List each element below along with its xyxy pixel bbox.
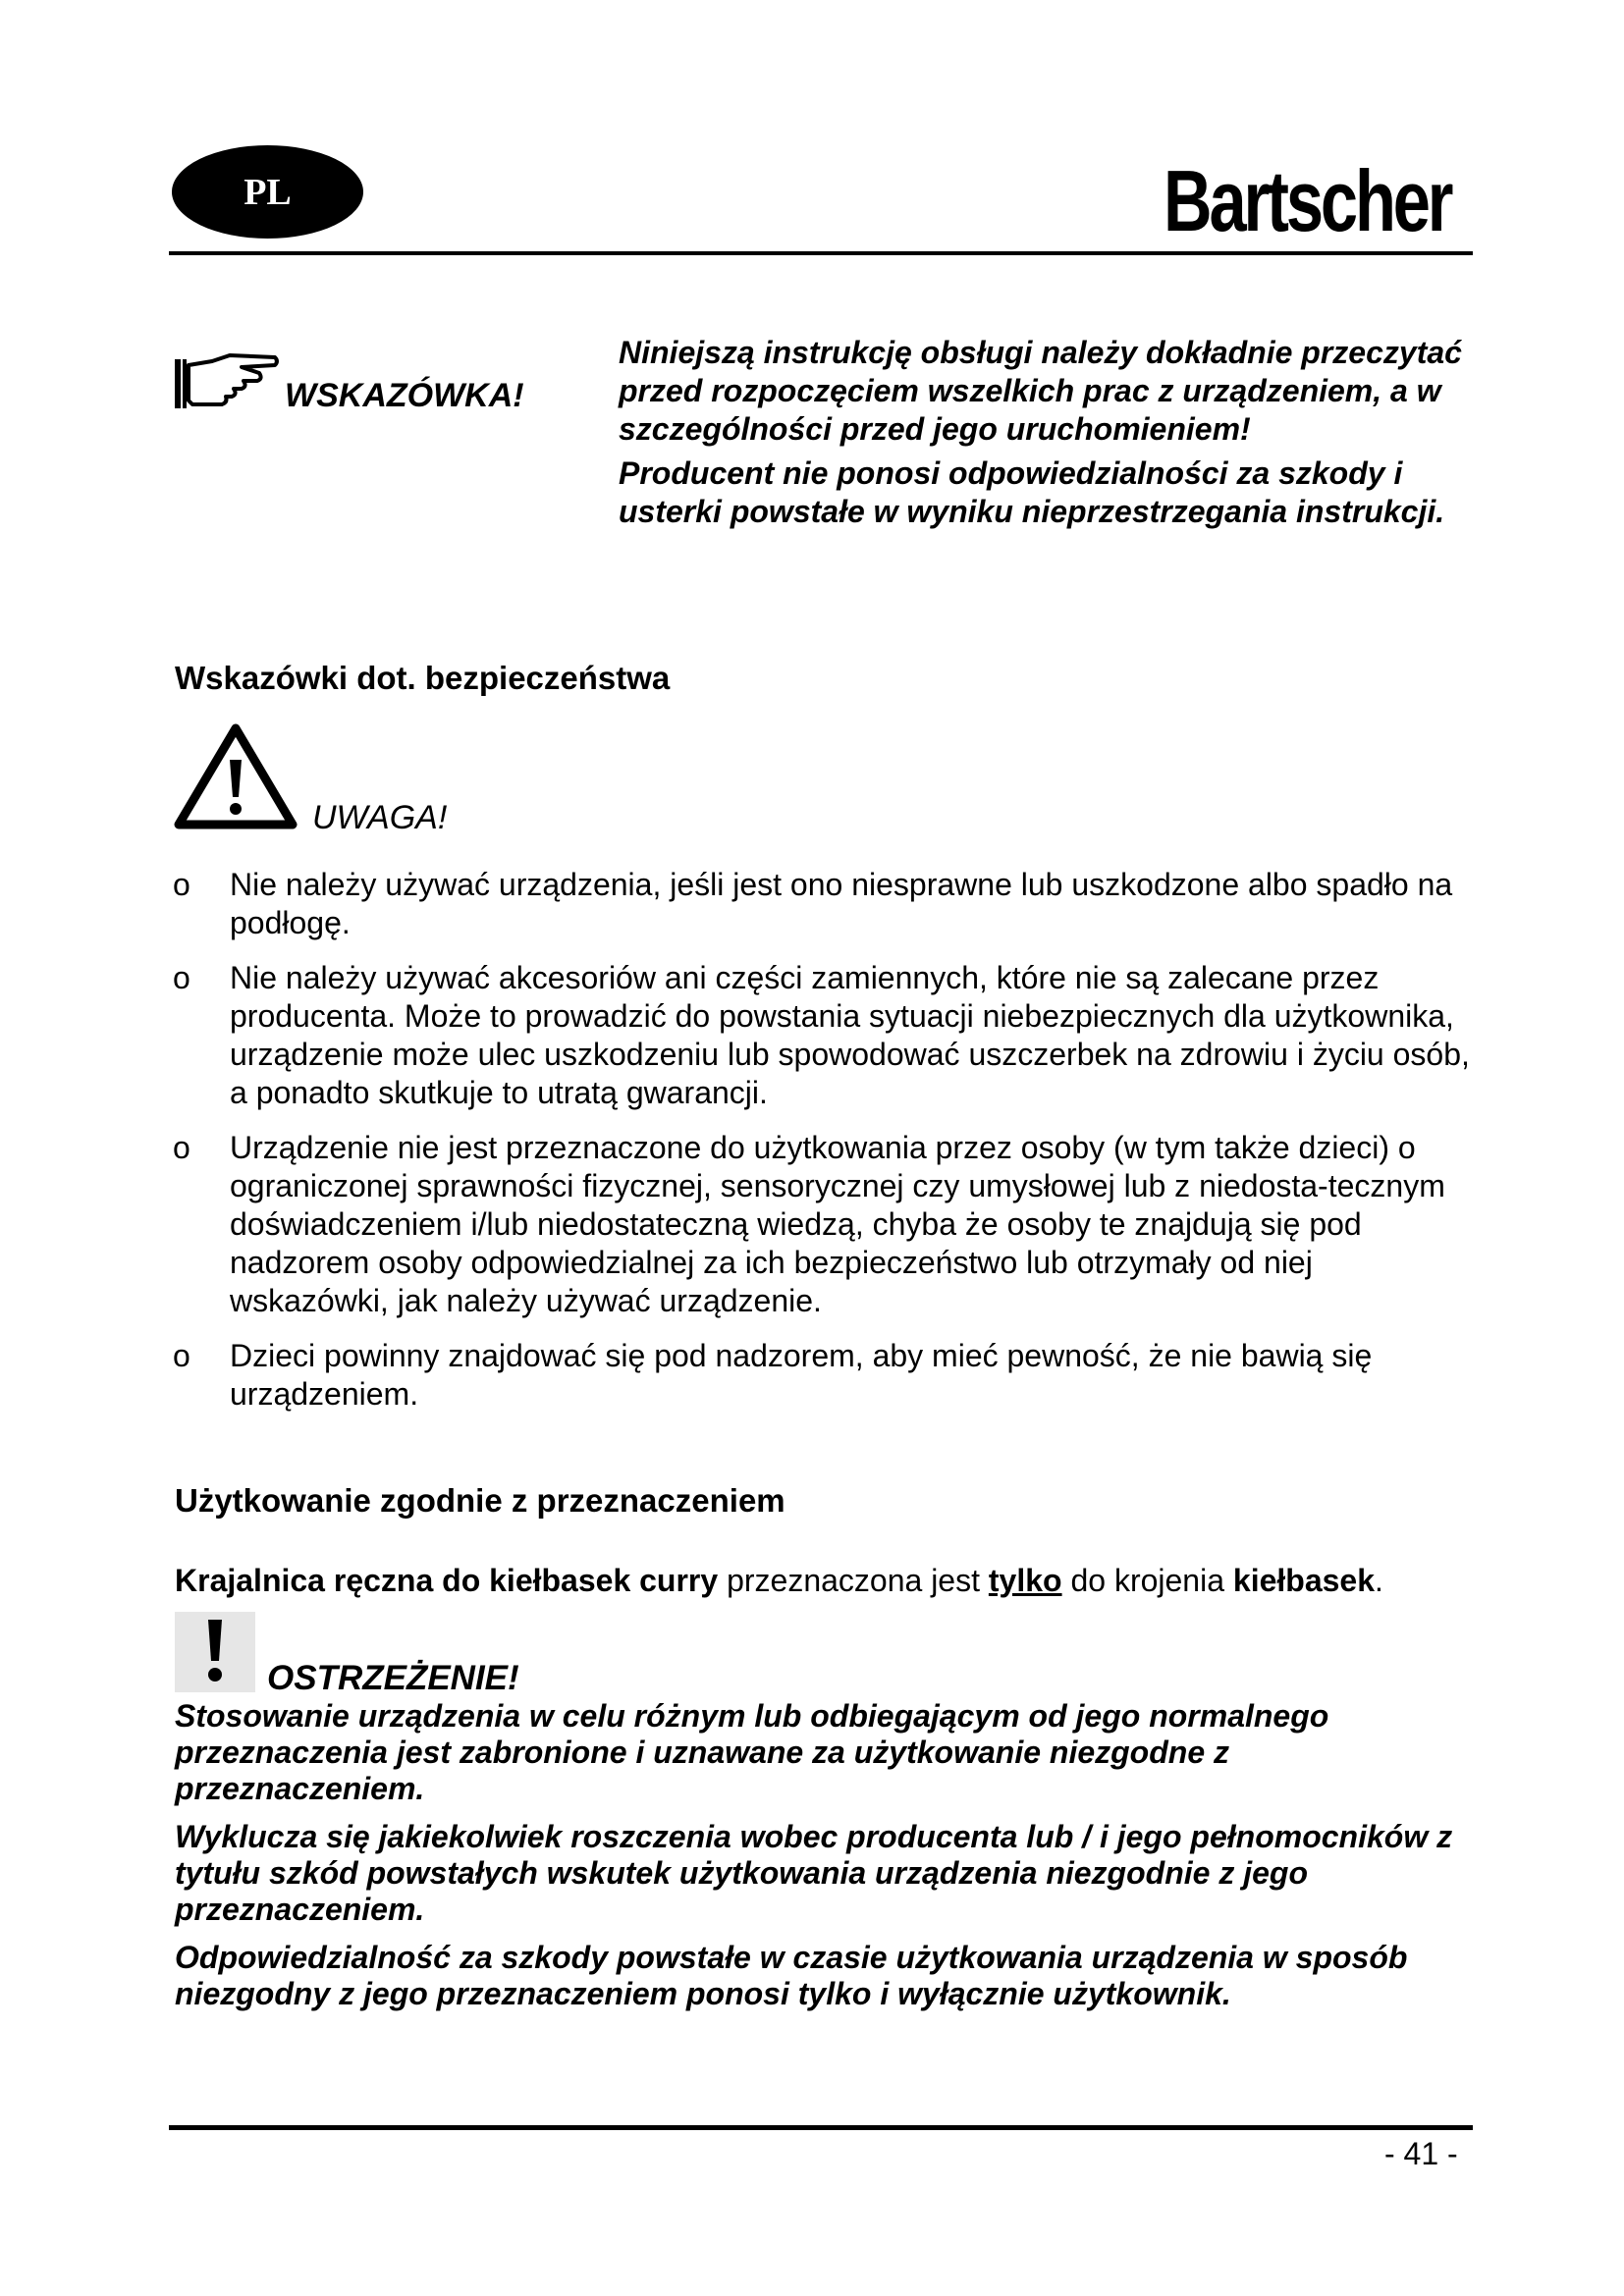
hint-paragraph-1: Niniejszą instrukcję obsługi należy dokładnie przeczytać przed rozpoczęciem wszelkich prac z urządzeniem, a w szczególności przed jego uruchomieniem!: [619, 335, 1462, 447]
list-item: [169, 1337, 1475, 1414]
exclamation-icon: [175, 1612, 255, 1692]
caution-label: OSTRZEŻENIE!: [267, 1659, 519, 1697]
list-item-text: Nie należy używać akcesoriów ani części zamiennych, które nie są zalecane przez producenta. Może to prowadzić do powstania sytuacji niebezpiecznych dla użytkownika, urządzenie może ulec uszkodzeniu lub spowodować uszczerbek na zdrowiu i życiu osób, a ponadto skutkuje to utratą gwarancji.: [230, 960, 1470, 1110]
caution-paragraph-2: Wyklucza się jakiekolwiek roszczenia wobec producenta lub / i jego pełnomocników z tytułu szkód powstałych wskutek użytkowania urządzenia niezgodnie z jego przeznaczeniem.: [175, 1819, 1453, 1927]
exclamation-mark-icon: [195, 1616, 235, 1688]
usage-heading: Użytkowanie zgodnie z przeznaczeniem: [175, 1482, 785, 1519]
list-item-text: Urządzenie nie jest przeznaczone do użytkowania przez osoby (w tym także dzieci) o ograniczonej sprawności fizycznej, sensorycznej czy umysłowej lub z niedosta-tecznym doświadczeniem i/lub niedostateczną wiedzą, chyba że osoby te znajdują się pod nadzorem osoby odpowiedzialnej za ich bezpieczeństwo lub otrzymały od niej wskazówki, jak należy używać urządzenie.: [230, 1130, 1445, 1318]
safety-heading: Wskazówki dot. bezpieczeństwa: [175, 660, 671, 696]
bullet: o: [173, 1130, 190, 1165]
usage-text-1: przeznaczona jest: [718, 1563, 989, 1598]
list-item: [169, 959, 1475, 1112]
safety-list: [169, 866, 1475, 1430]
list-item-text: Nie należy używać urządzenia, jeśli jest ono niesprawne lub uszkodzone albo spadło na podłogę.: [230, 867, 1453, 940]
language-code: PL: [244, 171, 292, 213]
bullet: o: [173, 960, 190, 995]
caution-paragraph-3: Odpowiedzialność za szkody powstałe w czasie użytkowania urządzenia w sposób niezgodny z jego przeznaczeniem ponosi tylko i wyłącznie użytkownik.: [175, 1940, 1408, 2011]
caution-text: [175, 1698, 1471, 2024]
bullet: o: [173, 1338, 190, 1373]
product-name: Krajalnica ręczna do kiełbasek curry: [175, 1563, 719, 1598]
pointing-hand-icon: [173, 351, 281, 414]
usage-end: .: [1375, 1563, 1383, 1598]
list-item: [169, 1129, 1475, 1320]
warning-label: UWAGA!: [312, 799, 448, 836]
caution-paragraph-1: Stosowanie urządzenia w celu różnym lub odbiegającym od jego normalnego przeznaczenia jest zabronione i uznawane za użytkowanie niezgodne z przeznaczeniem.: [175, 1698, 1329, 1806]
brand-logo: [1164, 147, 1532, 255]
usage-object: kiełbasek: [1232, 1563, 1375, 1598]
hint-label: WSKAZÓWKA!: [285, 377, 524, 414]
language-badge: [172, 145, 363, 239]
list-item-text: Dzieci powinny znajdować się pod nadzorem, aby mieć pewność, że nie bawią się urządzeniem.: [230, 1338, 1373, 1412]
brand-name: Bartscher: [1164, 152, 1451, 249]
hint-paragraph-2: Producent nie ponosi odpowiedzialności za szkody i usterki powstałe w wyniku nieprzestrzegania instrukcji.: [619, 455, 1445, 529]
header-divider: [169, 251, 1473, 255]
bullet: o: [173, 867, 190, 902]
warning-triangle-icon: [173, 722, 298, 830]
list-item: [169, 866, 1475, 942]
hint-text: [619, 334, 1463, 537]
usage-text-2: do krojenia: [1061, 1563, 1233, 1598]
footer-divider: [169, 2125, 1473, 2130]
page-number: - 41 -: [1384, 2136, 1458, 2171]
only-emphasis: tylko: [988, 1563, 1062, 1598]
usage-statement: [175, 1563, 1481, 1599]
